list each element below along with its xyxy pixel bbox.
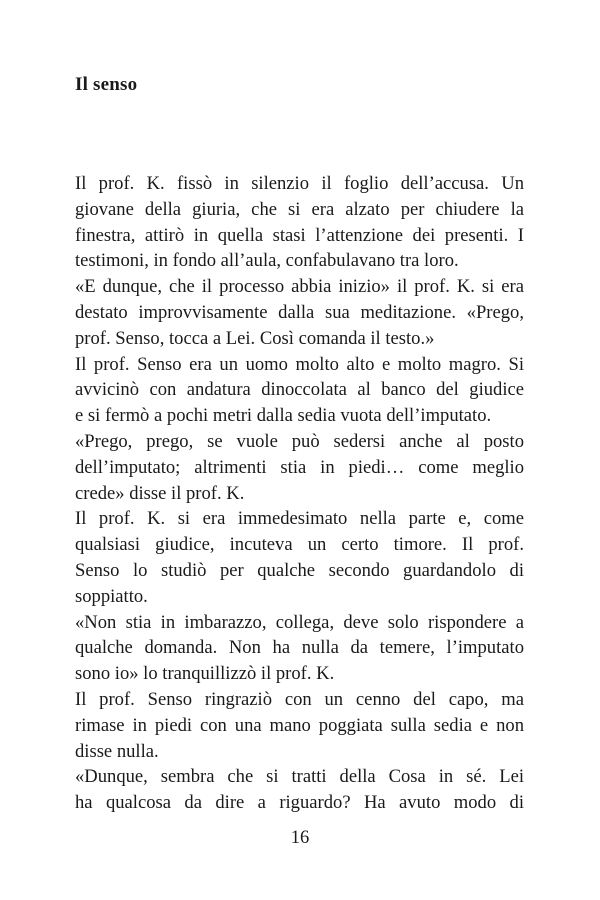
text-line: testimoni, in fondo all’aula, confabulavano tra loro. [75,250,459,272]
chapter-title: Il senso [75,74,138,95]
text-line: Senso lo studiò per qualche secondo guardandolo di [75,559,524,581]
text-line: Il prof. Senso era un uomo molto alto e molto magro. Si [75,353,524,375]
text-line: crede» disse il prof. K. [75,482,245,504]
text-line: Il prof. Senso ringraziò con un cenno del capo, ma [75,688,524,710]
page-number: 16 [290,828,310,848]
text-line: «Non stia in imbarazzo, collega, deve solo rispondere a [75,611,524,633]
text-line: disse nulla. [75,740,159,762]
text-line: prof. Senso, tocca a Lei. Così comanda il testo.» [75,327,435,349]
text-line: Il prof. K. si era immedesimato nella parte e, come [75,508,524,530]
text-line: qualche domanda. Non ha nulla da temere, l’imputato [75,637,524,659]
text-line: giovane della giuria, che si era alzato per chiudere la [75,198,524,220]
text-line: qualsiasi giudice, incuteva un certo timore. Il prof. [75,534,524,556]
text-line: soppiatto. [75,585,148,607]
text-line: «Prego, prego, se vuole può sedersi anche al posto [75,430,524,452]
text-line: «Dunque, sembra che si tratti della Cosa in sé. Lei [75,766,524,788]
text-line: finestra, attirò in quella stasi l’attenzione dei presenti. I [75,224,524,246]
text-line: destato improvvisamente dalla sua meditazione. «Prego, [75,301,524,323]
text-line: Il prof. K. fissò in silenzio il foglio dell’accusa. Un [75,173,524,194]
text-line: avvicinò con andatura dinoccolata al banco del giudice [75,379,524,401]
text-line: dell’imputato; altrimenti stia in piedi… come meglio [75,456,524,478]
text-line: ha qualcosa da dire a riguardo? Ha avuto modo di [75,792,524,814]
text-line: sono io» lo tranquillizzò il prof. K. [75,663,335,685]
text-line: «E dunque, che il processo abbia inizio» il prof. K. si era [75,276,524,298]
body-text [75,171,524,816]
text-line: e si fermò a pochi metri dalla sedia vuota dell’imputato. [75,405,492,427]
text-line: rimase in piedi con una mano poggiata sulla sedia e non [75,714,524,736]
